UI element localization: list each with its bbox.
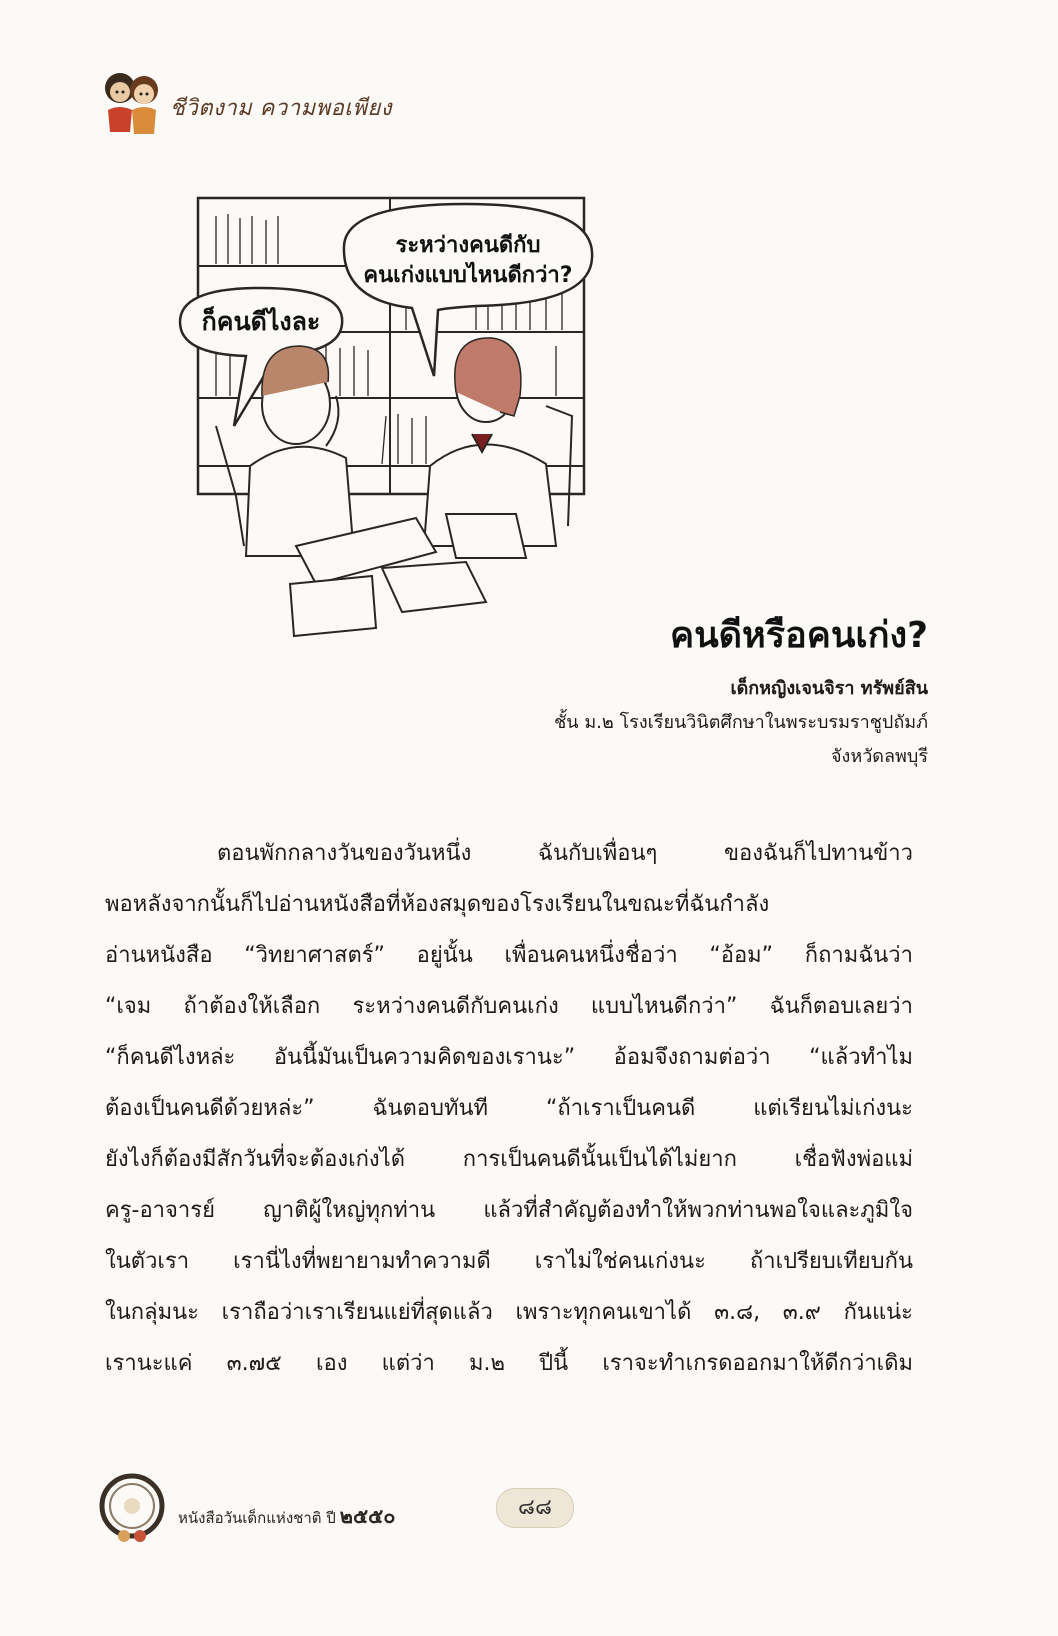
page-number: ๘๘ <box>496 1488 574 1528</box>
body-line: ครู-อาจารย์ ญาติผู้ใหญ่ทุกท่าน แล้วที่สำคัญต้องทำให้พวกท่านพอใจและภูมิใจ <box>105 1198 913 1223</box>
article-body <box>105 828 913 1389</box>
province-name: จังหวัดลพบุรี <box>831 746 928 767</box>
footer-book-text <box>178 1500 395 1532</box>
cartoon-kids-logo-icon <box>100 64 162 146</box>
bubble-boy-text: ก็คนดีไงละ <box>201 307 321 336</box>
body-line: ในตัวเรา เรานี่ไงที่พยายามทำความดี เราไม่ใช่คนเก่งนะ ถ้าเปรียบเทียบกัน <box>105 1249 913 1274</box>
bubble-girl-line1: ระหว่างคนดีกับ <box>395 233 541 258</box>
childrens-day-seal-icon <box>98 1470 166 1546</box>
footer-year: ๒๕๕๐ <box>339 1504 396 1528</box>
article-title: คนดีหรือคนเก่ง? <box>669 615 928 656</box>
page-header <box>100 64 440 154</box>
body-line: อ่านหนังสือ “วิทยาศาสตร์” อยู่นั้น เพื่อนคนหนึ่งชื่อว่า “อ้อม” ก็ถามฉันว่า <box>105 943 913 968</box>
school-name: ชั้น ม.๒ โรงเรียนวินิตศึกษาในพระบรมราชูปถัมภ์ <box>554 712 928 733</box>
book-title: ชีวิตงาม ความพอเพียง <box>170 96 392 121</box>
author-name: เด็กหญิงเจนจิรา ทรัพย์สิน <box>730 678 928 699</box>
bubble-girl-line2: คนเก่งแบบไหนดีกว่า? <box>363 263 573 288</box>
body-line: พอหลังจากนั้นก็ไปอ่านหนังสือที่ห้องสมุดของโรงเรียนในขณะที่ฉันกำลัง <box>105 892 770 917</box>
body-line: เรานะแค่ ๓.๗๕ เอง แต่ว่า ม.๒ ปีนี้ เราจะทำเกรดออกมาให้ดีกว่าเดิม <box>105 1351 913 1376</box>
library-illustration <box>176 196 596 646</box>
byline <box>554 672 928 774</box>
body-line: ตอนพักกลางวันของวันหนึ่ง ฉันกับเพื่อนๆ ของฉันก็ไปทานข้าว <box>217 841 913 866</box>
body-line: “ก็คนดีไงหล่ะ อันนี้มันเป็นความคิดของเรานะ” อ้อมจึงถามต่อว่า “แล้วทำไม <box>105 1045 913 1070</box>
body-line: ในกลุ่มนะ เราถือว่าเราเรียนแย่ที่สุดแล้ว เพราะทุกคนเขาได้ ๓.๘, ๓.๙ กันแน่ะ <box>105 1300 913 1325</box>
body-line: ยังไงก็ต้องมีสักวันที่จะต้องเก่งได้ การเป็นคนดีนั้นเป็นได้ไม่ยาก เชื่อฟังพ่อแม่ <box>105 1147 913 1172</box>
body-line: “เจม ถ้าต้องให้เลือก ระหว่างคนดีกับคนเก่ง แบบไหนดีกว่า” ฉันก็ตอบเลยว่า <box>105 994 913 1019</box>
body-line: ต้องเป็นคนดีด้วยหล่ะ” ฉันตอบทันที “ถ้าเราเป็นคนดี แต่เรียนไม่เก่งนะ <box>105 1096 913 1121</box>
footer-book-name: หนังสือวันเด็กแห่งชาติ ปี <box>178 1509 336 1527</box>
